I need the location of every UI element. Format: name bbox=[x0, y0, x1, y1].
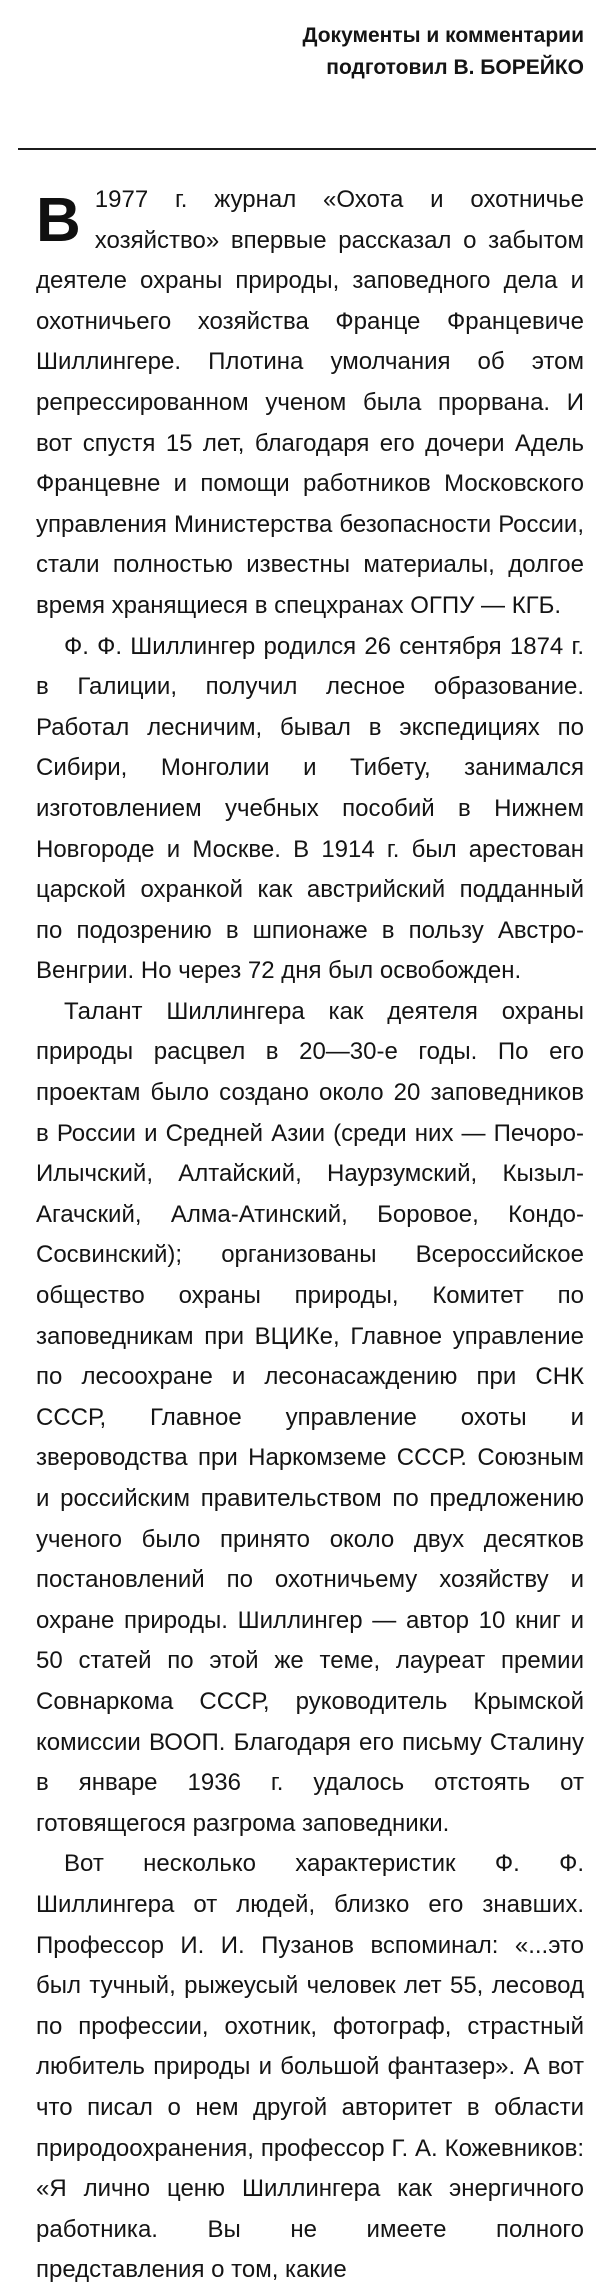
paragraph-1-text: 1977 г. журнал «Охота и охотничье хозяйство» впервые рассказал о забытом деятеле охраны природы, заповедного дела и охотничьего хозяйства Франце Францевиче Шиллингере. Плотина умолчания об этом репрессированном ученом была прорвана. И вот спустя 15 лет, благодаря его дочери Адель Францевне и помощи работников Московского управления Министерства безопасности России, стали полностью известны материалы, долгое время хранящиеся в спецхранах ОГПУ — КГБ. bbox=[36, 186, 584, 619]
paragraph-2: Ф. Ф. Шиллингер родился 26 сентября 1874 г. в Галиции, получил лесное образование. Работал лесничим, бывал в экспедициях по Сибири, Монголии и Тибету, занимался изготовлением учебных пособий в Нижнем Новгороде и Москве. В 1914 г. был арестован царской охранкой как австрийский подданный по подозрению в шпионаже в пользу Австро-Венгрии. Но через 72 дня был освобожден. bbox=[36, 632, 584, 985]
paragraph-4: Вот несколько характеристик Ф. Ф. Шиллингера от людей, близко его знавших. Профессор И. И. Пузанов вспоминал: «...это был тучный, рыжеусый человек лет 55, лесовод по профессии, охотник, фотограф, страстный любитель природы и большой фантазер». А вот что писал о нем другой авторитет в области природоохранения, профессор Г. А. Кожевников: «Я лично ценю Шиллингера как энергичного работника. Вы не имеете полного представления о том, какие bbox=[36, 1850, 584, 2284]
credit-line-author: подготовил В. БОРЕЙКО bbox=[326, 56, 584, 79]
author-credit bbox=[303, 20, 584, 84]
credit-line-documents: Документы и комментарии bbox=[302, 24, 584, 47]
drop-cap: В bbox=[36, 186, 81, 255]
paragraph-3: Талант Шиллингера как деятеля охраны природы расцвел в 20—30-е годы. По его проектам было создано около 20 заповедников в России и Средней Азии (среди них — Печоро-Илычский, Алтайский, Наурзумский, Кызыл-Агачский, Алма-Атинский, Боровое, Кондо-Сосвинский); организованы Всероссийское общество охраны природы, Комитет по заповедникам при ВЦИКе, Главное управление по лесоохране и лесонасаждению при СНК СССР, Главное управление охоты и звероводства при Наркомземе СССР. Союзным и российским правительством по предложению ученого было принято около двух десятков постановлений по охотничьему хозяйству и охране природы. Шиллингер — автор 10 книг и 50 статей по этой же теме, лауреат премии Совнаркома СССР, руководитель Крымской комиссии ВООП. Благодаря его письму Сталину в январе 1936 г. удалось отстоять от готовящегося разгрома заповедники. bbox=[36, 997, 584, 1837]
header-divider bbox=[18, 148, 596, 150]
paragraph-1 bbox=[36, 180, 584, 627]
article-body bbox=[36, 180, 584, 2284]
